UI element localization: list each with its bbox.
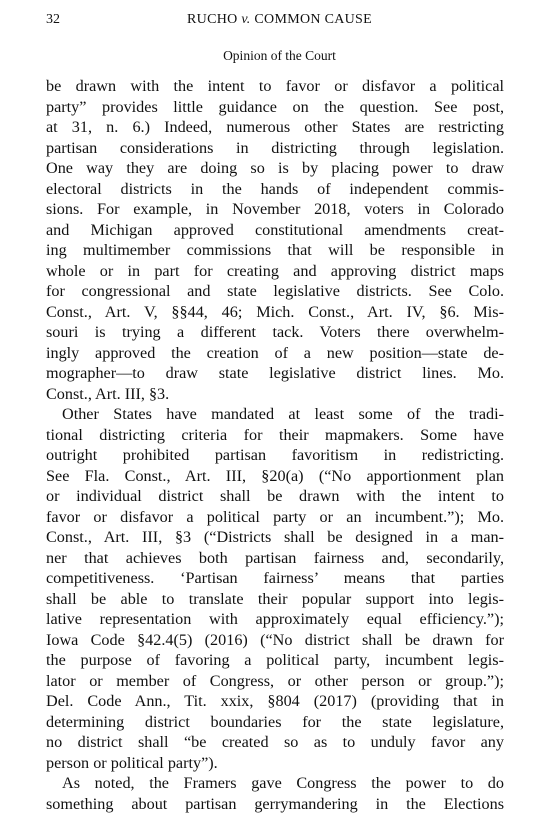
text-line: party” provides little guidance on the question. See post, bbox=[46, 97, 504, 116]
text-line: See Fla. Const., Art. III, §20(a) (“No apportionment plan bbox=[46, 466, 504, 485]
text-line: the purpose of favoring a political party, incumbent legis- bbox=[46, 651, 504, 669]
text-line: Iowa Code §42.4(5) (2016) (“No district shall be drawn for bbox=[46, 630, 504, 649]
case-title-right: COMMON CAUSE bbox=[250, 12, 372, 27]
text-line: Const., Art. V, §§44, 46; Mich. Const., Art. IV, §6. Mis- bbox=[46, 302, 504, 321]
text-line: or individual district shall be drawn with the intent to bbox=[46, 487, 504, 505]
text-line: lative representation with approximately equal efficiency.”); bbox=[46, 610, 504, 628]
text-line: and Michigan approved constitutional amendments creat- bbox=[46, 220, 504, 239]
paragraph-start-line: Other States have mandated at least some of the tradi- bbox=[62, 405, 504, 423]
opinion-body bbox=[46, 76, 504, 814]
text-line: no district shall “be created so as to unduly favor any bbox=[46, 733, 504, 751]
text-line: One way they are doing so is by placing power to draw bbox=[46, 159, 504, 177]
case-title bbox=[44, 12, 515, 28]
text-line: outright prohibited partisan favoritism in redistricting. bbox=[46, 446, 504, 464]
text-line: Const., Art. III, §3 (“Districts shall be designed in a man- bbox=[46, 528, 504, 546]
text-line: partisan considerations in districting through legislation. bbox=[46, 138, 504, 157]
text-line: favor or disfavor a political party or an incumbent.”); Mo. bbox=[46, 507, 504, 526]
paragraph-start-line: As noted, the Framers gave Congress the power to do bbox=[62, 774, 504, 792]
text-line: whole or in part for creating and approving district maps bbox=[46, 261, 504, 280]
text-line: determining district boundaries for the state legislature, bbox=[46, 712, 504, 731]
page-number: 32 bbox=[46, 12, 60, 27]
text-line: for congressional and state legislative districts. See Colo. bbox=[46, 282, 504, 300]
text-line: shall be able to translate their popular support into legis- bbox=[46, 589, 504, 608]
text-line: at 31, n. 6.) Indeed, numerous other States are restricting bbox=[46, 118, 504, 136]
text-line: competitiveness. ‘Partisan fairness’ means that parties bbox=[46, 569, 504, 587]
running-head bbox=[44, 12, 515, 30]
text-line: sions. For example, in November 2018, voters in Colorado bbox=[46, 200, 504, 218]
text-line: electoral districts in the hands of independent commis- bbox=[46, 179, 504, 198]
text-line: ing multimember commissions that will be responsible in bbox=[46, 241, 504, 259]
text-line: souri is trying a different tack. Voters there overwhelm- bbox=[46, 323, 504, 341]
text-line: lator or member of Congress, or other person or group.”); bbox=[46, 671, 504, 690]
case-title-versus: v. bbox=[241, 12, 251, 27]
text-line: mographer—to draw state legislative district lines. Mo. bbox=[46, 364, 504, 382]
text-line: something about partisan gerrymandering in the Elections bbox=[46, 794, 504, 813]
text-line: Del. Code Ann., Tit. xxix, §804 (2017) (providing that in bbox=[46, 692, 504, 710]
text-line: tional districting criteria for their mapmakers. Some have bbox=[46, 425, 504, 444]
text-line: Const., Art. III, §3. bbox=[46, 384, 170, 403]
case-title-left: RUCHO bbox=[187, 12, 242, 27]
text-line: be drawn with the intent to favor or disfavor a political bbox=[46, 77, 504, 95]
opinion-subheading: Opinion of the Court bbox=[223, 48, 336, 63]
text-line: ingly approved the creation of a new position—state de- bbox=[46, 343, 504, 362]
text-line: ner that achieves both partisan fairness and, secondarily, bbox=[46, 548, 504, 567]
text-line: person or political party”). bbox=[46, 753, 218, 772]
